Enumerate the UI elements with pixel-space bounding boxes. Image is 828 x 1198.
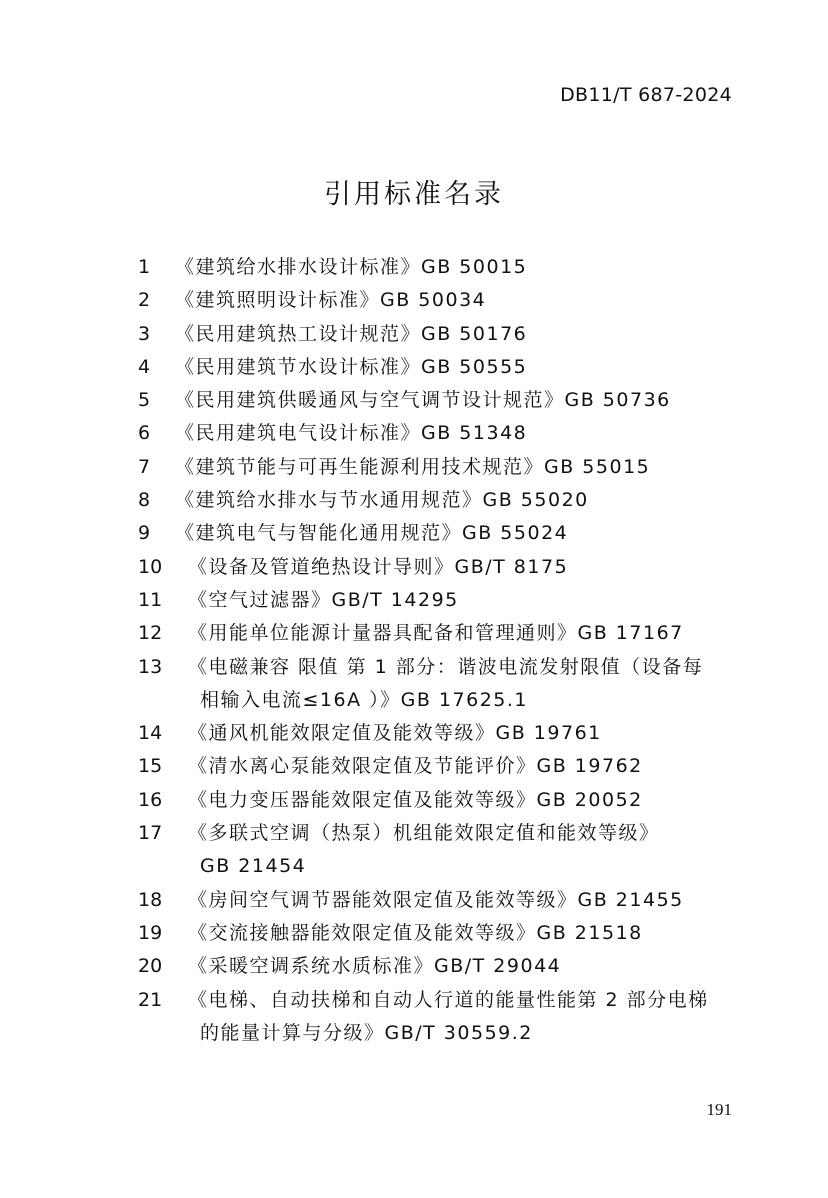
list-item (0, 351, 828, 384)
item-number: 11 (138, 588, 163, 611)
item-text: 《多联式空调（热泵）机组能效限定值和能效等级》 (188, 822, 660, 845)
item-text: 《电磁兼容 限值 第 1 部分：谐波电流发射限值（设备每 (188, 655, 704, 678)
item-text: 《建筑给水排水与节水通用规范》GB 55020 (175, 489, 589, 512)
list-item (0, 417, 828, 450)
item-number: 9 (138, 522, 151, 545)
item-number: 5 (138, 389, 151, 412)
item-text: 《建筑电气与智能化通用规范》GB 55024 (175, 522, 569, 545)
item-number: 10 (138, 555, 163, 578)
item-number: 18 (138, 888, 163, 911)
item-text: 《空气过滤器》GB/T 14295 (188, 588, 459, 611)
list-item (0, 917, 828, 950)
item-text: 《通风机能效限定值及能效等级》GB 19761 (188, 722, 602, 745)
item-text: 《采暖空调系统水质标准》GB/T 29044 (188, 955, 562, 978)
item-text: GB 21454 (200, 855, 307, 878)
list-item (0, 251, 828, 284)
list-item-continuation (0, 684, 828, 717)
list-item (0, 884, 828, 917)
list-item (0, 551, 828, 584)
item-number: 3 (138, 322, 151, 345)
page-title: 引用标准名录 (324, 179, 504, 210)
item-number: 20 (138, 955, 163, 978)
item-text: 《电力变压器能效限定值及能效等级》GB 20052 (188, 788, 643, 811)
item-number: 7 (138, 455, 151, 478)
item-number: 4 (138, 355, 151, 378)
item-text: 《民用建筑供暖通风与空气调节设计规范》GB 50736 (175, 389, 671, 412)
list-item (0, 984, 828, 1017)
list-item-continuation (0, 850, 828, 883)
item-number: 2 (138, 289, 151, 312)
list-item (0, 451, 828, 484)
list-item (0, 484, 828, 517)
item-number: 17 (138, 822, 163, 845)
list-item (0, 617, 828, 650)
item-text: 《交流接触器能效限定值及能效等级》GB 21518 (188, 921, 643, 944)
item-text: 《清水离心泵能效限定值及节能评价》GB 19762 (188, 755, 643, 778)
item-text: 《建筑给水排水设计标准》GB 50015 (175, 256, 528, 278)
item-number: 12 (138, 622, 163, 645)
item-number: 16 (138, 788, 163, 811)
list-item (0, 750, 828, 783)
item-number: 21 (138, 988, 163, 1011)
page-number: 191 (706, 1100, 732, 1119)
item-text: 《用能单位能源计量器具配备和管理通则》GB 17167 (188, 622, 684, 645)
list-item (0, 284, 828, 317)
list-item (0, 717, 828, 750)
item-text: 《设备及管道绝热设计导则》GB/T 8175 (188, 555, 569, 578)
item-number: 1 (138, 256, 151, 278)
item-text: 《电梯、自动扶梯和自动人行道的能量性能第 2 部分电梯 (188, 988, 709, 1011)
list-item (0, 318, 828, 351)
item-text: 《建筑节能与可再生能源利用技术规范》GB 55015 (175, 455, 651, 478)
list-item (0, 584, 828, 617)
reference-list (0, 251, 828, 1050)
item-number: 14 (138, 722, 163, 745)
item-number: 8 (138, 489, 151, 512)
item-text: 《民用建筑节水设计标准》GB 50555 (175, 355, 528, 378)
list-item-continuation (0, 1017, 828, 1050)
item-text: 《建筑照明设计标准》GB 50034 (175, 289, 487, 312)
list-item (0, 384, 828, 417)
list-item (0, 517, 828, 550)
item-text: 的能量计算与分级》GB/T 30559.2 (200, 1021, 533, 1044)
item-number: 6 (138, 422, 151, 445)
list-item (0, 784, 828, 817)
list-item (0, 950, 828, 983)
list-item (0, 817, 828, 850)
item-text: 《民用建筑电气设计标准》GB 51348 (175, 422, 528, 445)
item-number: 15 (138, 755, 163, 778)
item-text: 《房间空气调节器能效限定值及能效等级》GB 21455 (188, 888, 684, 911)
item-number: 13 (138, 655, 163, 678)
item-text: 《民用建筑热工设计规范》GB 50176 (175, 322, 528, 345)
document-code: DB11/T 687-2024 (560, 84, 732, 106)
list-item (0, 651, 828, 684)
item-text: 相输入电流≤16A ）》GB 17625.1 (200, 688, 529, 711)
item-number: 19 (138, 921, 163, 944)
